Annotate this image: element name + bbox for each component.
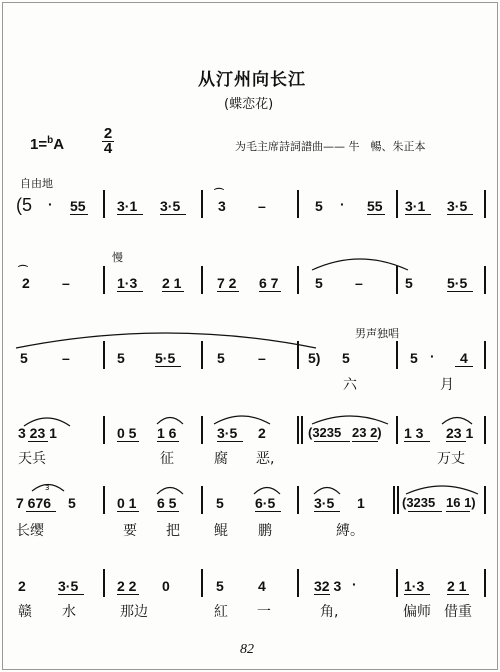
barline [396,190,398,218]
underline [157,441,179,442]
underline [117,291,143,292]
barline [396,569,398,597]
barline [297,341,299,369]
note: 5 [20,350,28,366]
barline [103,486,105,514]
barline [484,486,486,514]
note: 3·5 [217,425,238,441]
song-title: 从汀州向长江 [198,70,306,90]
lyric: 征 [160,451,174,467]
note: · [430,348,435,364]
note: 5 [315,275,323,291]
barline [201,341,203,369]
slur [310,412,390,426]
note: 5 [216,578,224,594]
lyric: 鲲 [214,523,228,539]
lyric: 鹏 [258,523,272,539]
note: 2 [258,425,266,441]
underline [314,594,330,595]
note: 1 3 [404,425,424,441]
note: 23 1 [446,425,474,441]
note: 0 [162,578,170,594]
page-number: 82 [240,642,254,657]
note: 3·1 [117,198,138,214]
underline [58,594,84,595]
marking-male-solo: 男声独唱 [355,327,399,340]
marking-slow: 慢 [112,251,123,264]
note: 16 1) [446,495,476,510]
fermata-icon: ⌒ [214,189,224,200]
underline [404,441,430,442]
note: · [340,196,345,212]
note: 3·5 [160,198,181,214]
barline [484,416,486,444]
lyric: 一 [257,604,271,620]
barline [396,266,398,294]
note: 32 3 [314,578,342,594]
lyric: 那边 [120,604,148,620]
note: 1·3 [117,275,138,291]
note: – [62,275,70,291]
barline [396,341,398,369]
note: 3·5 [58,578,79,594]
underline [447,291,473,292]
note: 1 6 [157,425,177,441]
underline [408,511,442,512]
lyric: 六 [343,377,357,393]
barline [301,416,303,444]
barline [201,569,203,597]
barline [103,341,105,369]
lyric: 偏师 [403,604,431,620]
note: 23 2) [352,425,382,440]
song-subtitle: (蝶恋花) [224,97,274,112]
note: 3 23 1 [18,425,57,441]
note: 5·5 [155,350,176,366]
lyric: 赣 [18,604,32,620]
underline [117,214,143,215]
composer-credit: 为毛主席詩詞譜曲—— 牛 暢、朱正本 [235,140,426,153]
note: 4 [258,578,266,594]
underline [117,511,139,512]
key-tonic: A [53,136,65,153]
note: 2 2 [117,578,137,594]
underline [352,441,378,442]
barline [201,190,203,218]
underline [217,441,243,442]
note: 2 [18,578,26,594]
note: 6·5 [255,495,276,511]
lyric: 腐 [214,451,228,467]
barline [393,486,395,514]
underline [26,511,56,512]
barline [103,266,105,294]
note: 5 [342,350,350,366]
note: 7 2 [217,275,237,291]
underline [28,441,48,442]
note: 1 [357,495,365,511]
lyric: 万丈 [437,451,465,467]
note: 5·5 [447,275,468,291]
note: 5 [68,495,76,511]
underline [314,441,350,442]
barline [201,486,203,514]
lyric: 角, [320,604,339,620]
triplet-slur [30,481,66,493]
key-signature [30,135,64,153]
barline [103,416,105,444]
lyric: 长缨 [16,523,44,539]
underline [217,291,239,292]
note: 3·5 [447,198,468,214]
svg-text:3: 3 [45,484,50,492]
note: 55 [367,198,383,214]
note: 6 5 [157,495,177,511]
slur [404,482,480,496]
note: 5 [216,495,224,511]
underline [160,214,186,215]
slur [310,254,410,272]
barline [297,190,299,218]
lyric: 恶, [256,451,275,467]
lyric: 要 [123,523,137,539]
underline [314,511,340,512]
note: 5) [308,350,321,366]
lyric: 水 [62,604,76,620]
note: – [62,350,70,366]
lyric: 月 [440,377,454,393]
underline [446,511,470,512]
lyric: 紅 [214,604,228,620]
lyric: 縛。 [336,523,364,539]
note: 5 [315,198,323,214]
underline [455,366,473,367]
barline [397,486,399,514]
note: 2 [22,275,30,291]
underline [117,594,139,595]
underline [367,214,385,215]
note: 5 [410,350,418,366]
slur [14,328,318,350]
underline [155,366,181,367]
marking-free: 自由地 [20,177,53,190]
key-flat: b [47,135,54,146]
lyric: 借重 [444,604,472,620]
time-signature [102,127,114,156]
underline [405,214,431,215]
note: 0 1 [117,495,137,511]
note: 3 [218,198,226,214]
barline [103,190,105,218]
note: 5 [405,275,413,291]
underline [117,441,139,442]
underline [404,594,430,595]
note: 3·5 [314,495,335,511]
time-top: 2 [103,125,113,142]
note: 55 [70,198,86,214]
time-bottom: 4 [103,140,113,157]
barline [297,569,299,597]
note: (5 [16,195,33,215]
note: – [258,198,266,214]
barline [103,569,105,597]
key-prefix: 1= [30,136,48,153]
underline [255,511,281,512]
barline [297,266,299,294]
note: · [352,576,357,592]
underline [157,511,179,512]
note: – [355,275,363,291]
barline [297,416,299,444]
lyric: 天兵 [18,451,46,467]
note: 5 [117,350,125,366]
underline [259,291,281,292]
barline [297,486,299,514]
note: · [48,196,53,212]
note: 6 7 [259,275,279,291]
note: – [258,350,266,366]
note: 2 1 [447,578,467,594]
note: 0 5 [117,425,137,441]
note: 5 [217,350,225,366]
lyric: 把 [166,523,180,539]
underline [162,291,184,292]
note: 3·1 [405,198,426,214]
barline [201,266,203,294]
note: (3235 [402,495,436,510]
underline [446,441,466,442]
barline [396,416,398,444]
barline [484,190,486,218]
underline [447,214,473,215]
barline [484,341,486,369]
note: 1·3 [404,578,425,594]
barline [201,416,203,444]
fermata-icon: ⌒ [18,266,28,277]
note: 7 676 [16,495,52,511]
barline [484,266,486,294]
underline [447,594,469,595]
note: 4 [460,350,468,366]
note: (3235 [308,425,342,440]
underline [70,214,88,215]
note: 2 1 [162,275,182,291]
barline [484,569,486,597]
slur [212,412,272,426]
